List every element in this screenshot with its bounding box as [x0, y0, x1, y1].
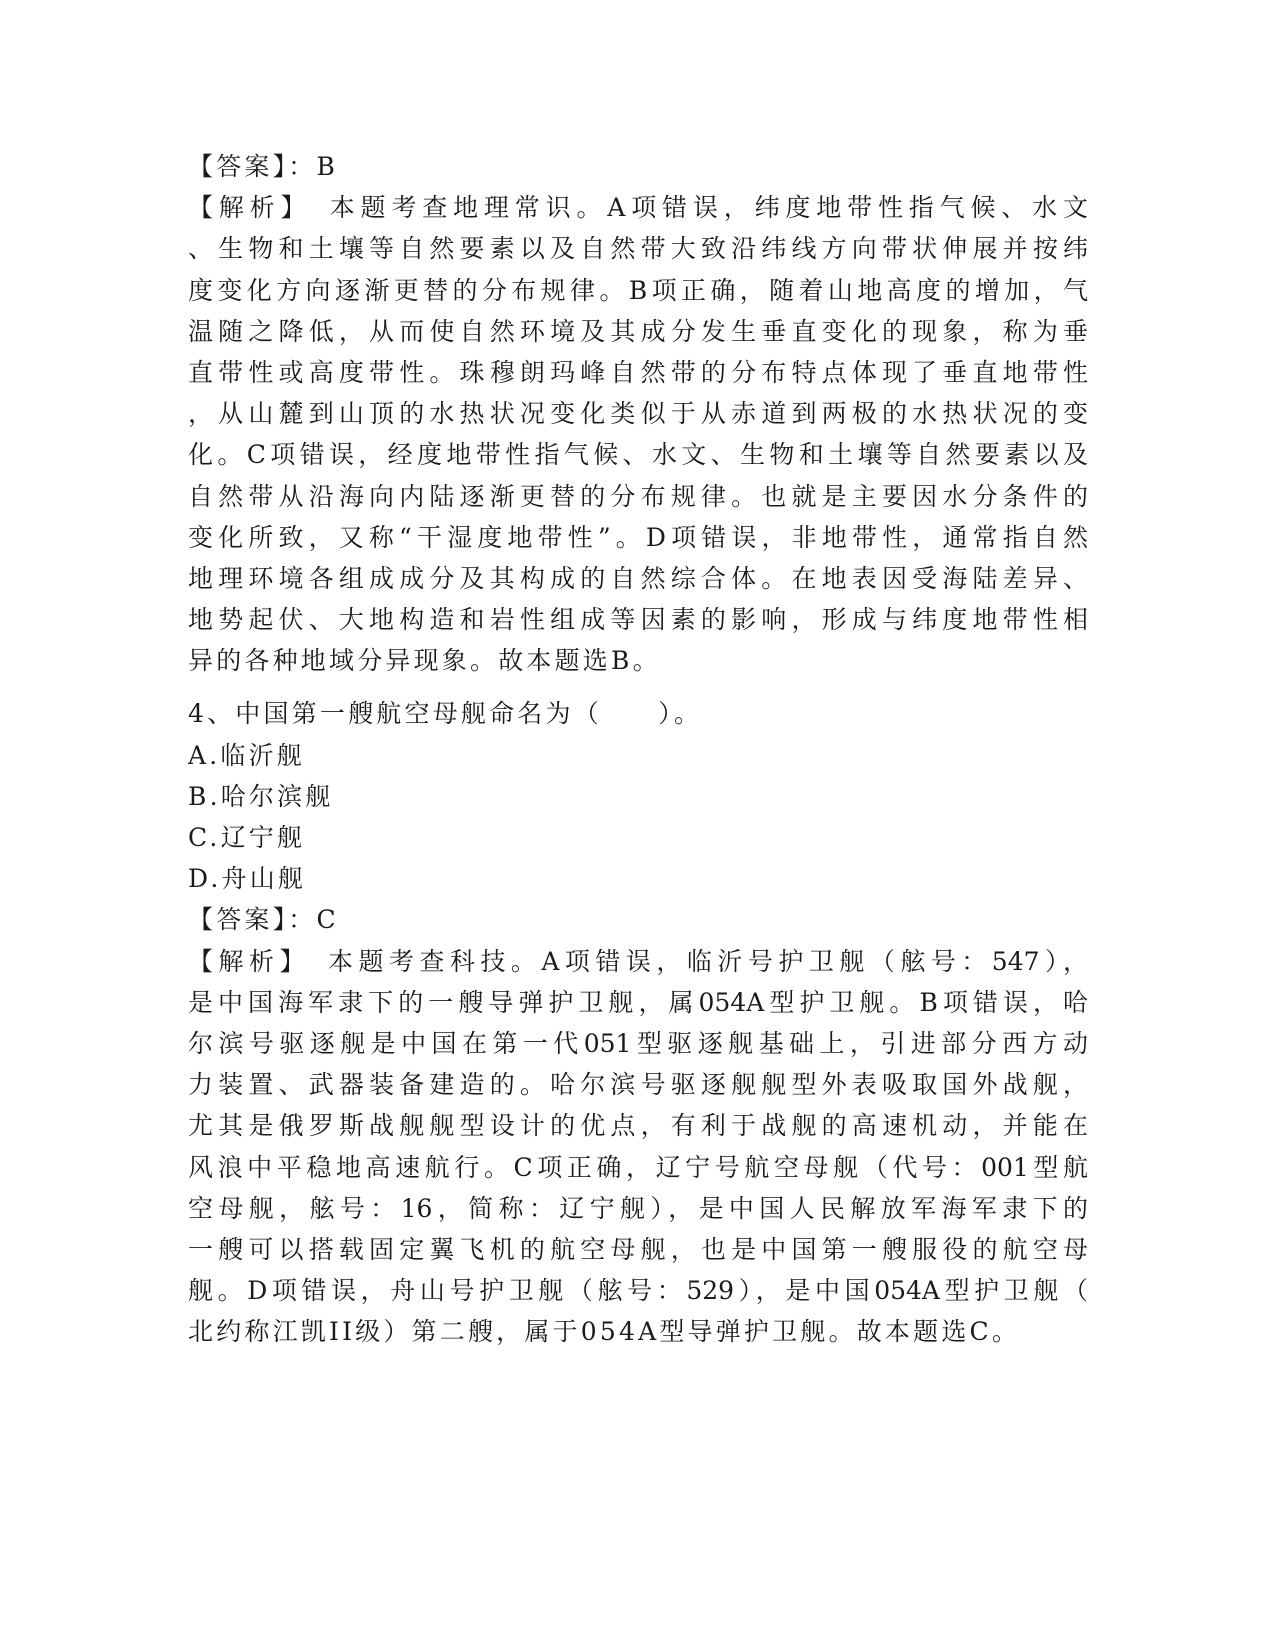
q4-analysis-line: 【解析】 本题考查科技。A项错误，临沂号护卫舰（舷号：547）， — [188, 946, 1088, 976]
q3-analysis-line: 地势起伏、大地构造和岩性组成等因素的影响，形成与纬度地带性相 — [188, 605, 1088, 635]
q4-option-a: A.临沂舰 — [188, 740, 306, 770]
q3-analysis-line: 自然带从沿海向内陆逐渐更替的分布规律。也就是主要因水分条件的 — [188, 481, 1088, 511]
q4-analysis-line: 尤其是俄罗斯战舰舰型设计的优点，有利于战舰的高速机动，并能在 — [188, 1111, 1088, 1141]
q4-option-c: C.辽宁舰 — [188, 823, 306, 852]
q3-analysis-line: ，从山麓到山顶的水热状况变化类似于从赤道到两极的水热状况的变 — [188, 399, 1088, 429]
q4-analysis-line: 空母舰，舷号：16，简称：辽宁舰），是中国人民解放军海军隶下的 — [188, 1193, 1088, 1223]
q3-analysis-line: 异的各种地域分异现象。故本题选B。 — [188, 646, 661, 676]
q4-answer: 【答案】：C — [188, 905, 339, 935]
q4-option-b: B.哈尔滨舰 — [188, 781, 334, 811]
q3-analysis-line: 地理环境各组成成分及其构成的自然综合体。在地表因受海陆差异、 — [188, 563, 1088, 593]
q4-analysis-line: 是中国海军隶下的一艘导弹护卫舰，属054A型护卫舰。B项错误，哈 — [188, 987, 1088, 1017]
q4-question: 4、中国第一艘航空母舰命名为（ ）。 — [188, 699, 703, 729]
q3-analysis-line: 化。C项错误，经度地带性指气候、水文、生物和土壤等自然要素以及 — [188, 440, 1088, 470]
q4-analysis-line: 北约称江凯II级）第二艘，属于054A型导弹护卫舰。故本题选C。 — [188, 1317, 1021, 1347]
q4-analysis-line: 一艘可以搭载固定翼飞机的航空母舰，也是中国第一艘服役的航空母 — [188, 1234, 1088, 1264]
q3-answer: 【答案】：B — [188, 152, 339, 181]
q3-analysis-line: 变化所致，又称“干湿度地带性”。D项错误，非地带性，通常指自然 — [188, 522, 1088, 552]
q3-analysis-line: 度变化方向逐渐更替的分布规律。B项正确，随着山地高度的增加，气 — [188, 275, 1088, 305]
document-page — [188, 146, 1088, 1352]
q4-option-d: D.舟山舰 — [188, 864, 307, 894]
q4-analysis-line: 尔滨号驱逐舰是中国在第一代051型驱逐舰基础上，引进部分西方动 — [188, 1028, 1088, 1058]
q3-analysis-line: 温随之降低，从而使自然环境及其成分发生垂直变化的现象，称为垂 — [188, 316, 1088, 346]
q4-analysis-line: 风浪中平稳地高速航行。C项正确，辽宁号航空母舰（代号：001型航 — [188, 1152, 1088, 1182]
q3-analysis-line: 、生物和土壤等自然要素以及自然带大致沿纬线方向带状伸展并按纬 — [188, 234, 1088, 264]
section-spacer — [188, 681, 1088, 693]
q3-analysis-line: 【解析】 本题考查地理常识。A项错误，纬度地带性指气候、水文 — [188, 193, 1088, 223]
q3-analysis-line: 直带性或高度带性。珠穆朗玛峰自然带的分布特点体现了垂直地带性 — [188, 357, 1088, 387]
q4-analysis-line: 舰。D项错误，舟山号护卫舰（舷号：529），是中国054A型护卫舰（ — [188, 1276, 1088, 1306]
q4-analysis-line: 力装置、武器装备建造的。哈尔滨号驱逐舰舰型外表吸取国外战舰， — [188, 1070, 1088, 1100]
